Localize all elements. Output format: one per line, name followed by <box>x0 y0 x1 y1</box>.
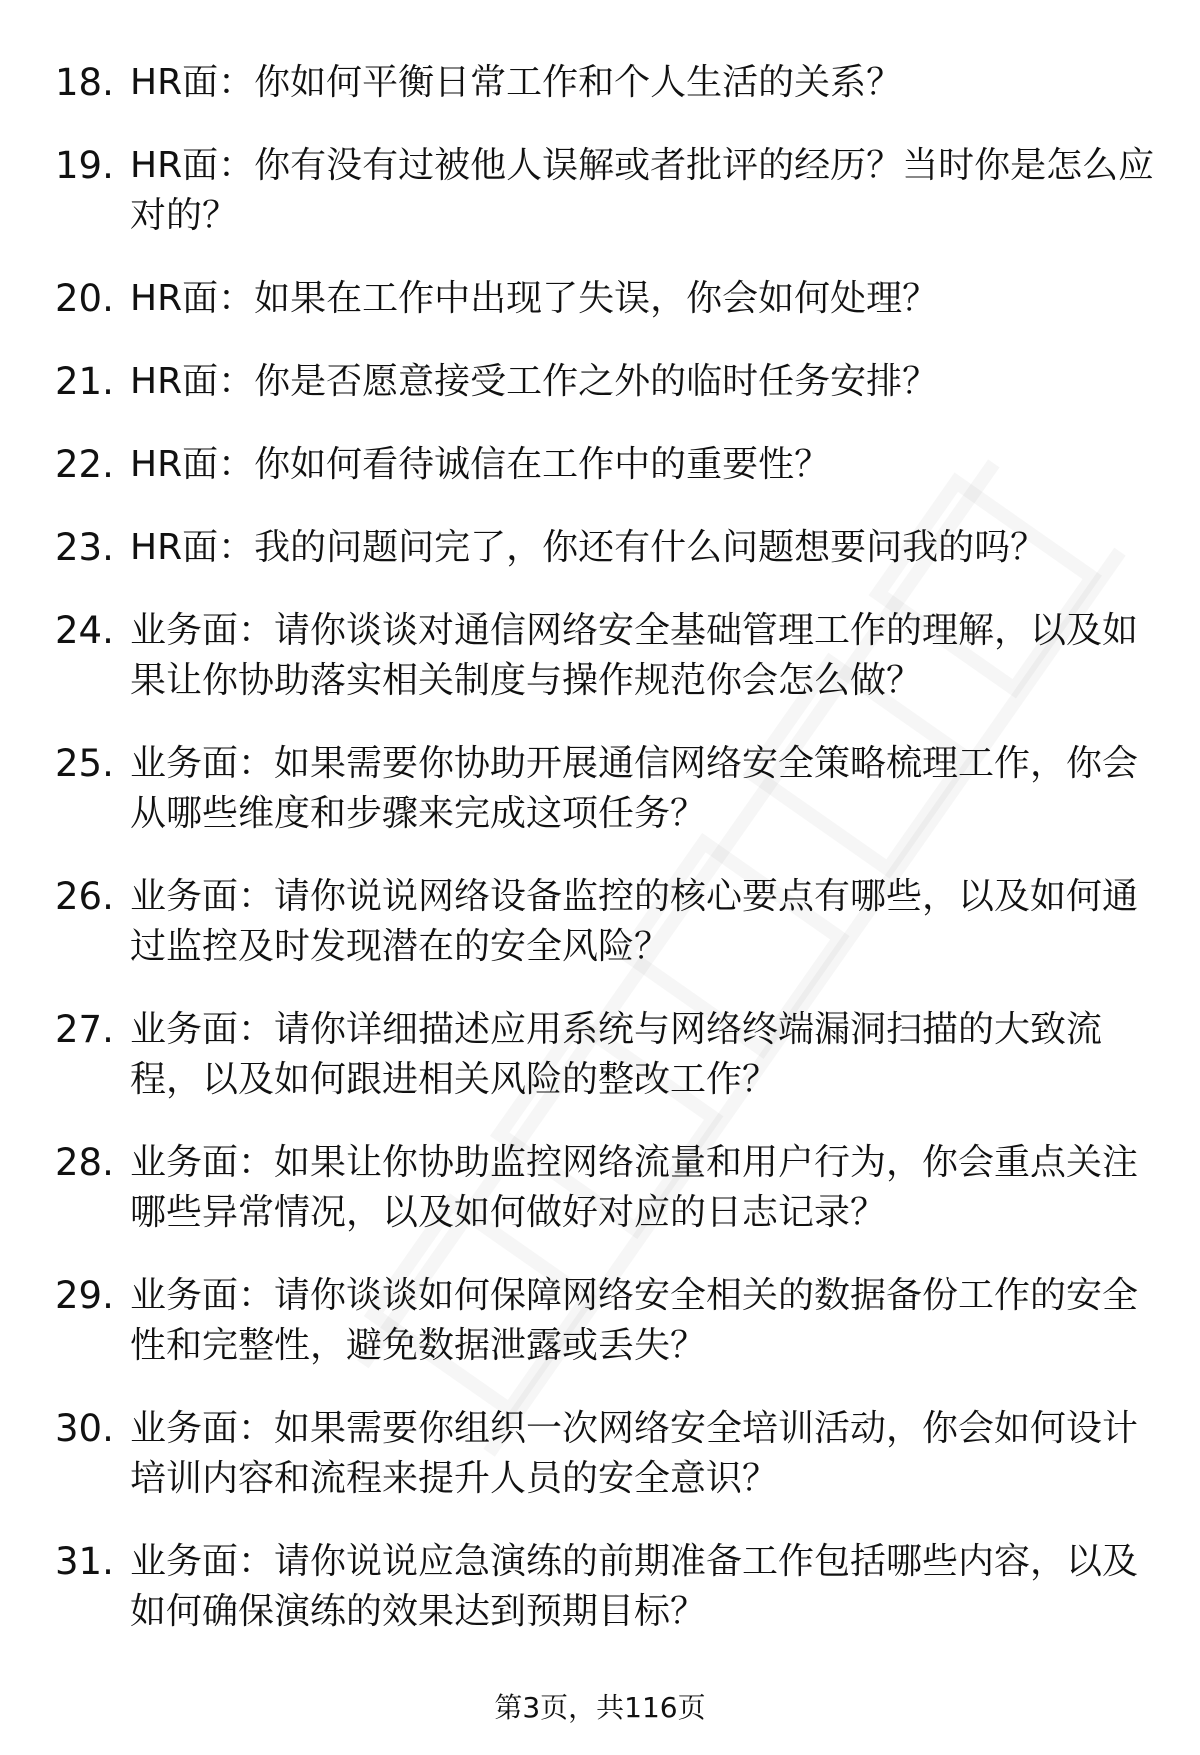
question-line: 从哪些维度和步骤来完成这项任务？ <box>130 793 707 834</box>
question-line: 培训内容和流程来提升人员的安全意识？ <box>130 1458 779 1499</box>
question-text <box>130 1005 1175 1105</box>
question-item <box>0 1537 1200 1637</box>
question-line: 性和完整性，避免数据泄露或丢失？ <box>130 1325 707 1366</box>
question-number: 27. <box>55 1008 114 1051</box>
question-number: 19. <box>55 144 114 187</box>
question-number: 31. <box>55 1540 114 1583</box>
question-item <box>0 440 1200 490</box>
question-number: 23. <box>55 526 114 569</box>
question-text <box>130 58 1175 108</box>
question-item <box>0 1404 1200 1504</box>
question-number: 22. <box>55 443 114 486</box>
question-item <box>0 357 1200 407</box>
question-text <box>130 1138 1175 1238</box>
question-text <box>130 440 1175 490</box>
question-line: 业务面：请你谈谈如何保障网络安全相关的数据备份工作的安全 <box>130 1275 1139 1316</box>
page-indicator: 第3页，共116页 <box>494 1691 706 1724</box>
question-line: HR面：如果在工作中出现了失误，你会如何处理？ <box>130 278 939 319</box>
question-text <box>130 1271 1175 1371</box>
question-line: 程，以及如何跟进相关风险的整改工作？ <box>130 1059 779 1100</box>
question-text <box>130 141 1175 241</box>
question-line: 哪些异常情况，以及如何做好对应的日志记录？ <box>130 1192 887 1233</box>
question-number: 29. <box>55 1274 114 1317</box>
question-item <box>0 1005 1200 1105</box>
question-line: HR面：你有没有过被他人误解或者批评的经历？当时你是怎么应 <box>130 145 1155 186</box>
question-line: HR面：我的问题问完了，你还有什么问题想要问我的吗？ <box>130 527 1047 568</box>
question-item <box>0 1271 1200 1371</box>
question-text <box>130 274 1175 324</box>
question-number: 30. <box>55 1407 114 1450</box>
question-number: 24. <box>55 609 114 652</box>
question-line: 业务面：如果需要你协助开展通信网络安全策略梳理工作，你会 <box>130 743 1139 784</box>
question-line: 如何确保演练的效果达到预期目标？ <box>130 1591 707 1632</box>
question-line: HR面：你如何看待诚信在工作中的重要性？ <box>130 444 831 485</box>
question-item <box>0 739 1200 839</box>
question-line: HR面：你如何平衡日常工作和个人生活的关系？ <box>130 62 903 103</box>
question-item <box>0 872 1200 972</box>
question-item <box>0 1138 1200 1238</box>
question-list <box>0 58 1200 1670</box>
question-item <box>0 274 1200 324</box>
question-line: 业务面：请你说说应急演练的前期准备工作包括哪些内容，以及 <box>130 1541 1139 1582</box>
question-line: 对的？ <box>130 195 239 236</box>
question-text <box>130 523 1175 573</box>
question-item <box>0 141 1200 241</box>
question-line: 过监控及时发现潜在的安全风险？ <box>130 926 671 967</box>
question-item <box>0 606 1200 706</box>
question-line: HR面：你是否愿意接受工作之外的临时任务安排？ <box>130 361 939 402</box>
question-number: 18. <box>55 61 114 104</box>
question-text <box>130 739 1175 839</box>
question-item <box>0 523 1200 573</box>
question-text <box>130 1404 1175 1504</box>
question-line: 业务面：请你说说网络设备监控的核心要点有哪些，以及如何通 <box>130 876 1139 917</box>
question-number: 26. <box>55 875 114 918</box>
question-line: 果让你协助落实相关制度与操作规范你会怎么做？ <box>130 660 923 701</box>
question-text <box>130 357 1175 407</box>
question-number: 28. <box>55 1141 114 1184</box>
question-number: 21. <box>55 360 114 403</box>
question-text <box>130 1537 1175 1637</box>
question-line: 业务面：请你详细描述应用系统与网络终端漏洞扫描的大致流 <box>130 1009 1103 1050</box>
question-line: 业务面：如果需要你组织一次网络安全培训活动，你会如何设计 <box>130 1408 1139 1449</box>
question-number: 25. <box>55 742 114 785</box>
question-line: 业务面：如果让你协助监控网络流量和用户行为，你会重点关注 <box>130 1142 1139 1183</box>
question-text <box>130 606 1175 706</box>
question-line: 业务面：请你谈谈对通信网络安全基础管理工作的理解，以及如 <box>130 610 1139 651</box>
question-text <box>130 872 1175 972</box>
question-number: 20. <box>55 277 114 320</box>
question-item <box>0 58 1200 108</box>
